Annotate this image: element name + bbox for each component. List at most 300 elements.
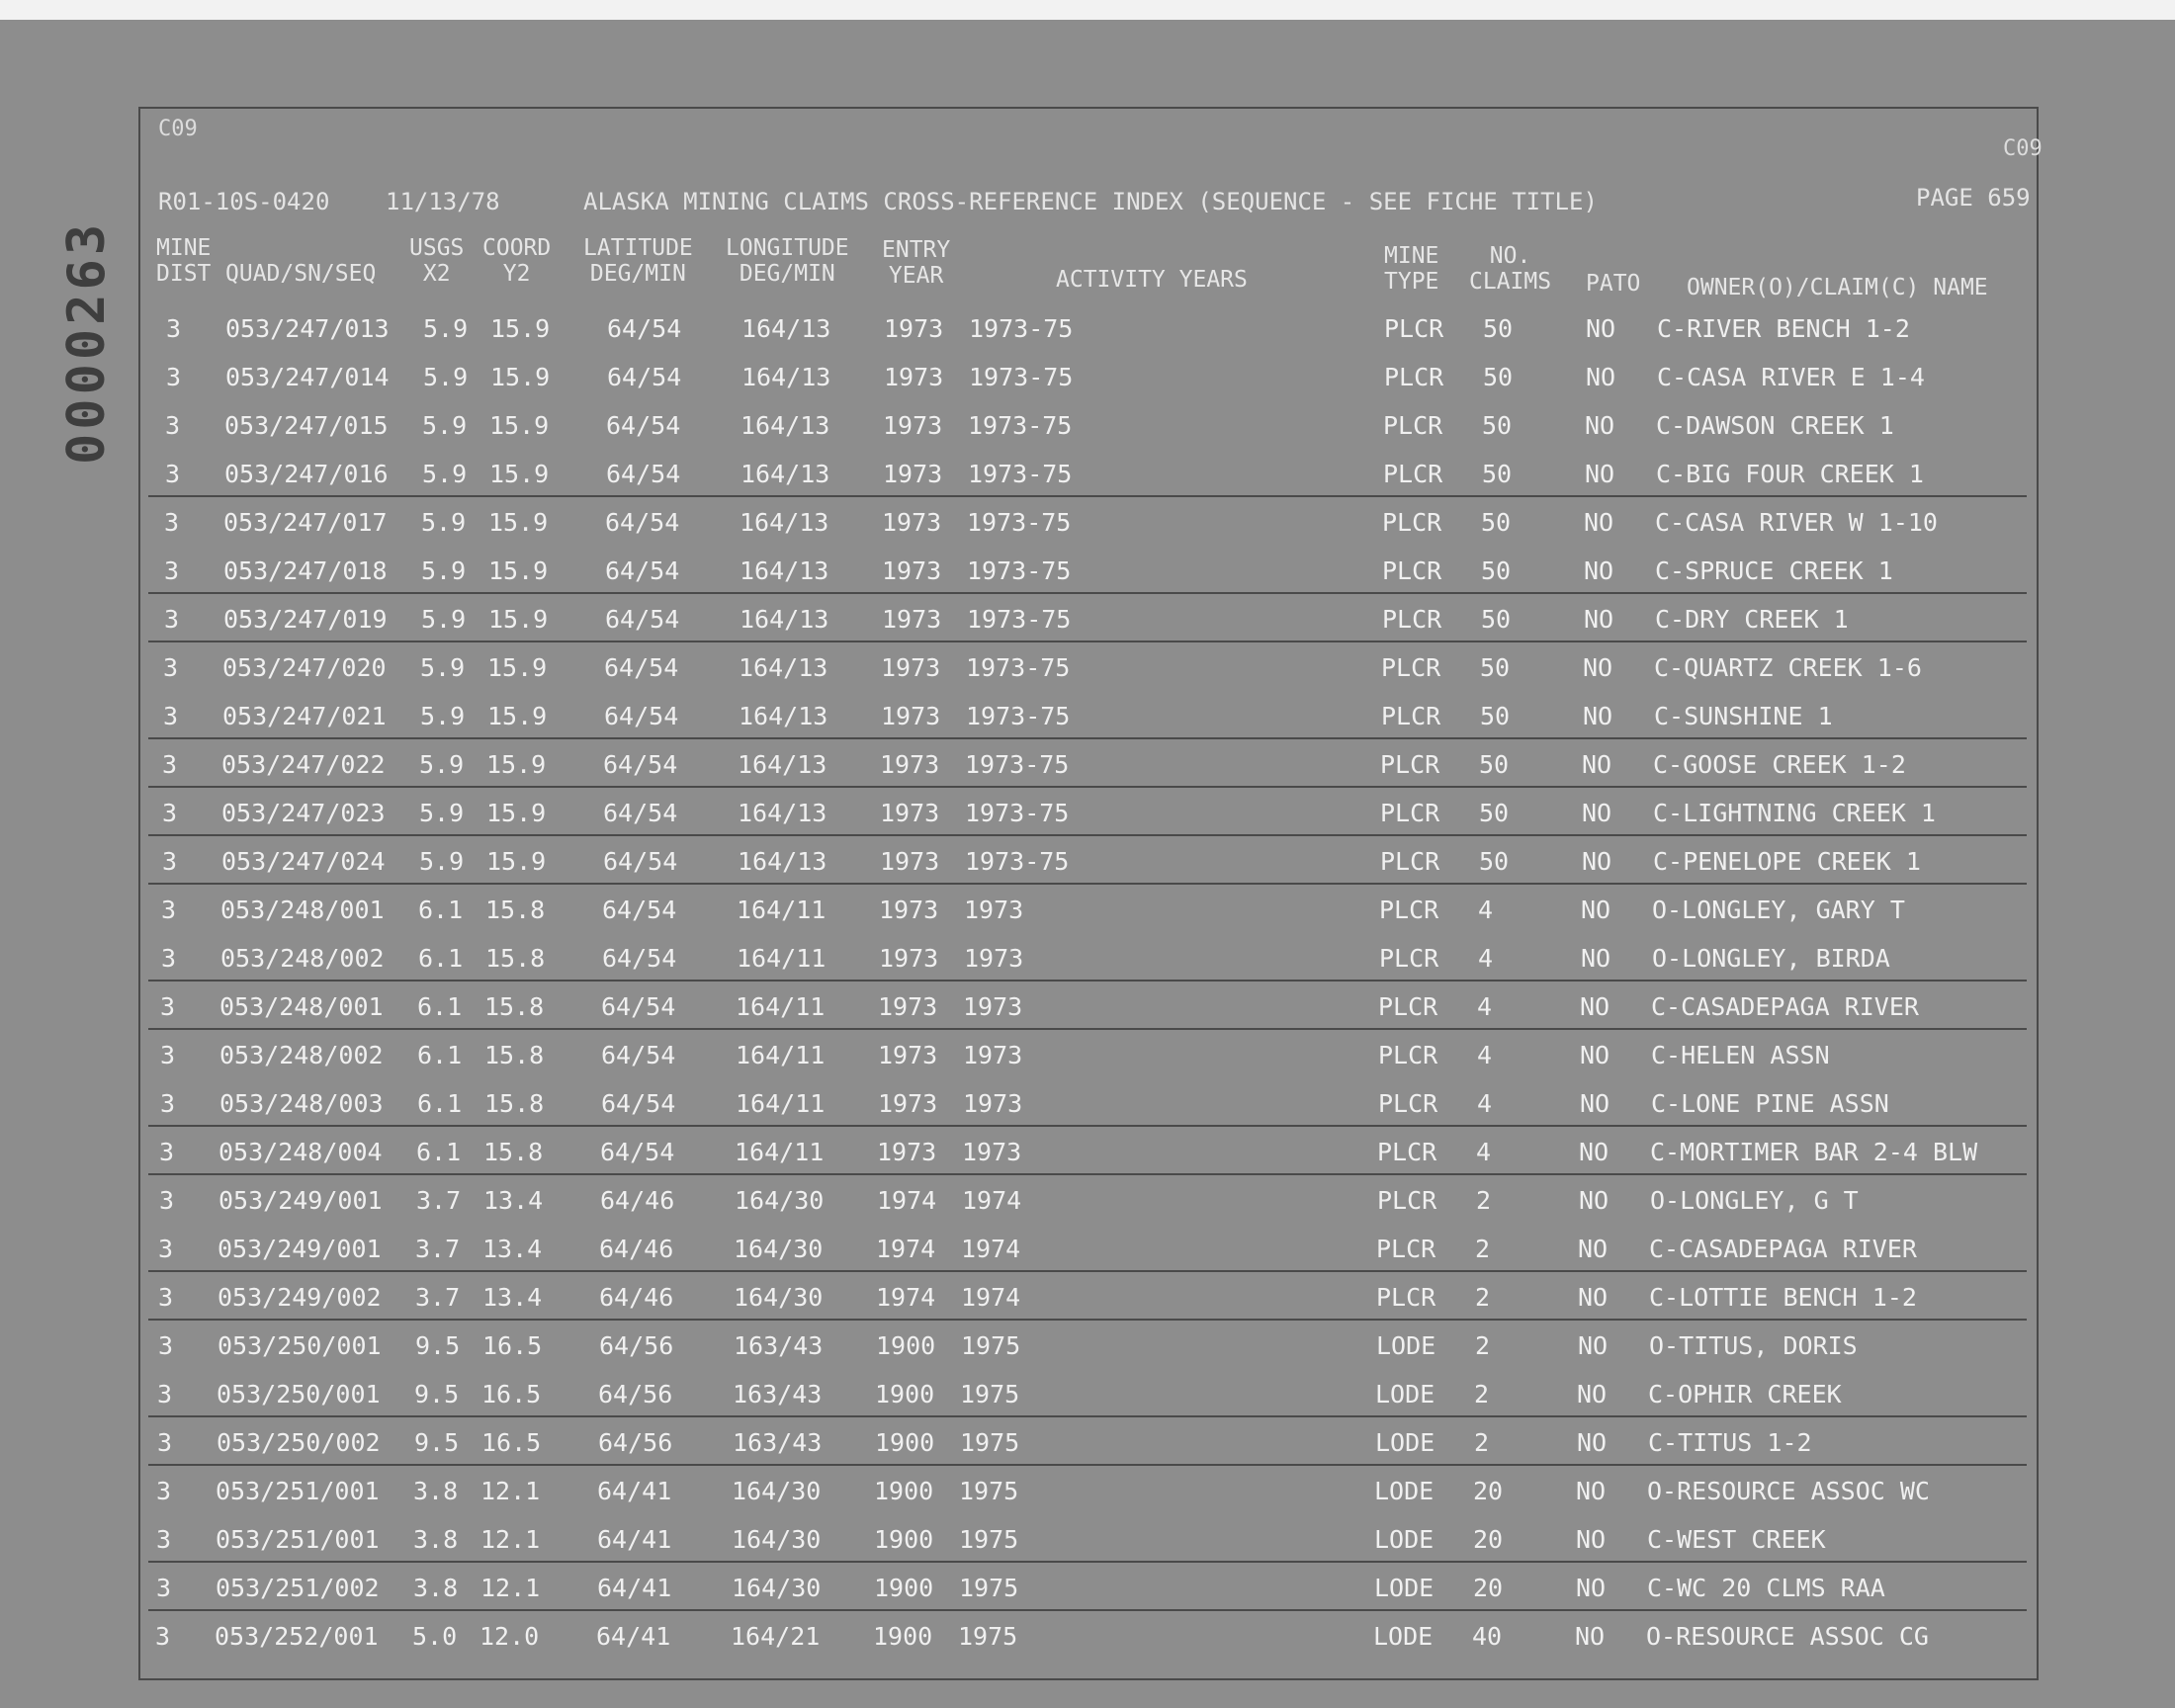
cell-mine-type: PLCR bbox=[1376, 1283, 1436, 1312]
cell-mine-type: LODE bbox=[1373, 1622, 1434, 1651]
cell-owner-claim-name: C-BIG FOUR CREEK 1 bbox=[1656, 460, 1924, 488]
cell-owner-claim-name: C-LONE PINE ASSN bbox=[1651, 1089, 1889, 1118]
cell-pato: NO bbox=[1579, 1138, 1610, 1166]
cell-usgs-x2: 5.9 bbox=[421, 605, 467, 634]
table-row bbox=[0, 500, 2175, 549]
cell-activity-years: 1974 bbox=[961, 1235, 1021, 1263]
cell-longitude: 164/30 bbox=[734, 1235, 824, 1263]
col-mine-dist: MINE DIST bbox=[156, 235, 212, 287]
cell-quad: 053/251/002 bbox=[216, 1574, 380, 1602]
table-row bbox=[0, 694, 2175, 742]
table-row bbox=[0, 645, 2175, 694]
cell-entry-year: 1973 bbox=[877, 1138, 937, 1166]
cell-activity-years: 1973-75 bbox=[966, 702, 1071, 730]
cell-coord-y2: 12.0 bbox=[479, 1622, 540, 1651]
cell-longitude: 164/11 bbox=[737, 896, 826, 924]
cell-mine-dist: 3 bbox=[164, 605, 180, 634]
cell-longitude: 164/13 bbox=[740, 460, 830, 488]
table-row bbox=[0, 1033, 2175, 1081]
cell-mine-dist: 3 bbox=[161, 896, 177, 924]
cell-owner-claim-name: C-WEST CREEK bbox=[1647, 1525, 1826, 1554]
cell-longitude: 163/43 bbox=[733, 1380, 823, 1409]
cell-coord-y2: 13.4 bbox=[482, 1283, 543, 1312]
cell-no-claims: 4 bbox=[1477, 992, 1493, 1021]
cell-activity-years: 1973-75 bbox=[969, 363, 1074, 391]
cell-entry-year: 1973 bbox=[884, 314, 944, 343]
cell-quad: 053/247/014 bbox=[225, 363, 390, 391]
cell-longitude: 164/13 bbox=[738, 847, 827, 876]
cell-activity-years: 1974 bbox=[962, 1186, 1022, 1215]
cell-entry-year: 1974 bbox=[876, 1283, 936, 1312]
cell-mine-type: PLCR bbox=[1384, 314, 1444, 343]
cell-coord-y2: 15.8 bbox=[485, 896, 546, 924]
cell-pato: NO bbox=[1586, 314, 1616, 343]
cell-activity-years: 1975 bbox=[961, 1331, 1021, 1360]
cell-pato: NO bbox=[1576, 1477, 1607, 1505]
cell-mine-dist: 3 bbox=[163, 702, 179, 730]
cell-longitude: 164/30 bbox=[732, 1477, 822, 1505]
table-row bbox=[0, 791, 2175, 839]
table-row bbox=[0, 1081, 2175, 1130]
cell-mine-dist: 3 bbox=[158, 1283, 174, 1312]
cell-longitude: 164/13 bbox=[741, 314, 831, 343]
cell-pato: NO bbox=[1586, 363, 1616, 391]
cell-mine-dist: 3 bbox=[160, 1089, 176, 1118]
cell-entry-year: 1973 bbox=[882, 508, 942, 537]
cell-activity-years: 1973-75 bbox=[968, 460, 1073, 488]
cell-quad: 053/247/016 bbox=[224, 460, 389, 488]
cell-pato: NO bbox=[1580, 992, 1610, 1021]
table-row bbox=[0, 452, 2175, 500]
cell-activity-years: 1973-75 bbox=[965, 847, 1070, 876]
cell-mine-dist: 3 bbox=[165, 460, 181, 488]
cell-pato: NO bbox=[1585, 460, 1615, 488]
cell-owner-claim-name: C-RIVER BENCH 1-2 bbox=[1657, 314, 1910, 343]
cell-usgs-x2: 9.5 bbox=[414, 1428, 460, 1457]
cell-usgs-x2: 5.0 bbox=[412, 1622, 458, 1651]
cell-coord-y2: 16.5 bbox=[481, 1380, 542, 1409]
col-latitude: LATITUDE DEG/MIN bbox=[583, 235, 693, 287]
cell-latitude: 64/56 bbox=[598, 1380, 673, 1409]
cell-entry-year: 1974 bbox=[876, 1235, 936, 1263]
cell-longitude: 164/13 bbox=[740, 556, 829, 585]
cell-pato: NO bbox=[1581, 944, 1611, 973]
cell-no-claims: 2 bbox=[1475, 1283, 1491, 1312]
cell-no-claims: 2 bbox=[1475, 1331, 1491, 1360]
cell-owner-claim-name: C-QUARTZ CREEK 1-6 bbox=[1654, 653, 1922, 682]
cell-coord-y2: 13.4 bbox=[483, 1186, 544, 1215]
cell-no-claims: 50 bbox=[1479, 799, 1510, 827]
cell-coord-y2: 15.9 bbox=[486, 750, 547, 779]
cell-longitude: 164/13 bbox=[739, 702, 828, 730]
cell-entry-year: 1973 bbox=[883, 411, 943, 440]
cell-latitude: 64/54 bbox=[604, 653, 679, 682]
cell-mine-dist: 3 bbox=[159, 1138, 175, 1166]
cell-mine-dist: 3 bbox=[156, 1477, 172, 1505]
cell-entry-year: 1973 bbox=[878, 1041, 938, 1069]
cell-no-claims: 4 bbox=[1478, 944, 1494, 973]
cell-mine-type: PLCR bbox=[1381, 653, 1441, 682]
cell-latitude: 64/54 bbox=[605, 605, 680, 634]
cell-pato: NO bbox=[1580, 1041, 1610, 1069]
cell-entry-year: 1900 bbox=[876, 1331, 936, 1360]
cell-entry-year: 1973 bbox=[881, 702, 941, 730]
cell-quad: 053/250/001 bbox=[218, 1331, 382, 1360]
cell-usgs-x2: 6.1 bbox=[417, 1089, 463, 1118]
cell-entry-year: 1973 bbox=[882, 605, 942, 634]
cell-owner-claim-name: C-PENELOPE CREEK 1 bbox=[1653, 847, 1921, 876]
cell-latitude: 64/54 bbox=[600, 1138, 675, 1166]
cell-owner-claim-name: O-LONGLEY, G T bbox=[1650, 1186, 1859, 1215]
cell-pato: NO bbox=[1582, 750, 1612, 779]
table-row bbox=[0, 403, 2175, 452]
cell-pato: NO bbox=[1582, 847, 1612, 876]
cell-longitude: 164/13 bbox=[740, 411, 830, 440]
cell-quad: 053/247/020 bbox=[222, 653, 387, 682]
cell-coord-y2: 15.9 bbox=[489, 411, 550, 440]
cell-quad: 053/248/002 bbox=[220, 944, 385, 973]
cell-pato: NO bbox=[1580, 1089, 1610, 1118]
cell-longitude: 164/13 bbox=[739, 653, 828, 682]
cell-coord-y2: 15.9 bbox=[490, 363, 551, 391]
cell-pato: NO bbox=[1579, 1186, 1610, 1215]
cell-mine-dist: 3 bbox=[156, 1525, 172, 1554]
cell-pato: NO bbox=[1584, 556, 1614, 585]
cell-coord-y2: 15.9 bbox=[488, 508, 549, 537]
cell-coord-y2: 15.9 bbox=[488, 605, 549, 634]
cell-pato: NO bbox=[1578, 1283, 1609, 1312]
cell-entry-year: 1973 bbox=[878, 992, 938, 1021]
cell-entry-year: 1973 bbox=[880, 847, 940, 876]
cell-usgs-x2: 3.7 bbox=[415, 1235, 461, 1263]
cell-entry-year: 1973 bbox=[883, 460, 943, 488]
cell-longitude: 164/11 bbox=[736, 992, 826, 1021]
cell-pato: NO bbox=[1583, 653, 1613, 682]
cell-mine-type: LODE bbox=[1375, 1380, 1436, 1409]
cell-mine-dist: 3 bbox=[158, 1235, 174, 1263]
cell-activity-years: 1973-75 bbox=[967, 605, 1072, 634]
cell-usgs-x2: 9.5 bbox=[414, 1380, 460, 1409]
cell-activity-years: 1974 bbox=[961, 1283, 1021, 1312]
cell-latitude: 64/54 bbox=[603, 847, 678, 876]
cell-entry-year: 1900 bbox=[874, 1477, 934, 1505]
page-number: PAGE 659 bbox=[1916, 184, 2031, 212]
cell-latitude: 64/46 bbox=[599, 1283, 674, 1312]
cell-mine-type: LODE bbox=[1375, 1428, 1436, 1457]
cell-no-claims: 2 bbox=[1475, 1235, 1491, 1263]
cell-owner-claim-name: C-WC 20 CLMS RAA bbox=[1647, 1574, 1885, 1602]
cell-activity-years: 1973 bbox=[963, 1089, 1023, 1118]
table-row bbox=[0, 1130, 2175, 1178]
cell-mine-dist: 3 bbox=[155, 1622, 171, 1651]
cell-quad: 053/248/004 bbox=[218, 1138, 383, 1166]
col-usgs-x2: USGS X2 bbox=[409, 235, 465, 287]
cell-mine-dist: 3 bbox=[159, 1186, 175, 1215]
table-row bbox=[0, 355, 2175, 403]
cell-mine-type: PLCR bbox=[1377, 1186, 1437, 1215]
cell-usgs-x2: 5.9 bbox=[420, 653, 466, 682]
cell-quad: 053/247/015 bbox=[224, 411, 389, 440]
col-entry-year: ENTRY YEAR bbox=[882, 237, 951, 289]
table-row bbox=[0, 1614, 2175, 1663]
cell-quad: 053/250/001 bbox=[217, 1380, 381, 1409]
cell-latitude: 64/46 bbox=[599, 1235, 674, 1263]
cell-coord-y2: 15.8 bbox=[485, 944, 546, 973]
cell-quad: 053/247/021 bbox=[222, 702, 387, 730]
table-row bbox=[0, 1469, 2175, 1517]
cell-mine-type: PLCR bbox=[1379, 944, 1439, 973]
cell-quad: 053/250/002 bbox=[217, 1428, 381, 1457]
cell-owner-claim-name: C-CASADEPAGA RIVER bbox=[1649, 1235, 1917, 1263]
cell-mine-type: PLCR bbox=[1381, 702, 1441, 730]
cell-longitude: 163/43 bbox=[733, 1428, 823, 1457]
table-row bbox=[0, 1227, 2175, 1275]
cell-latitude: 64/56 bbox=[598, 1428, 673, 1457]
cell-longitude: 164/30 bbox=[732, 1574, 822, 1602]
cell-mine-type: PLCR bbox=[1380, 847, 1440, 876]
cell-entry-year: 1973 bbox=[878, 1089, 938, 1118]
cell-owner-claim-name: C-CASA RIVER E 1-4 bbox=[1657, 363, 1925, 391]
report-date: 11/13/78 bbox=[386, 188, 500, 215]
cell-coord-y2: 15.8 bbox=[484, 1089, 545, 1118]
col-no-claims: NO. CLAIMS bbox=[1469, 243, 1552, 295]
cell-mine-dist: 3 bbox=[156, 1574, 172, 1602]
cell-longitude: 163/43 bbox=[734, 1331, 824, 1360]
cell-longitude: 164/11 bbox=[736, 1089, 826, 1118]
cell-no-claims: 50 bbox=[1479, 847, 1510, 876]
cell-mine-type: PLCR bbox=[1378, 1089, 1438, 1118]
cell-no-claims: 50 bbox=[1481, 605, 1512, 634]
cell-longitude: 164/11 bbox=[736, 1041, 826, 1069]
cell-longitude: 164/11 bbox=[735, 1138, 825, 1166]
cell-longitude: 164/30 bbox=[734, 1283, 824, 1312]
cell-usgs-x2: 3.7 bbox=[416, 1186, 462, 1215]
cell-pato: NO bbox=[1582, 799, 1612, 827]
cell-coord-y2: 15.9 bbox=[486, 847, 547, 876]
cell-quad: 053/247/023 bbox=[221, 799, 386, 827]
cell-activity-years: 1975 bbox=[959, 1525, 1019, 1554]
cell-owner-claim-name: C-DRY CREEK 1 bbox=[1655, 605, 1849, 634]
cell-activity-years: 1973-75 bbox=[965, 750, 1070, 779]
cell-no-claims: 2 bbox=[1476, 1186, 1492, 1215]
cell-activity-years: 1975 bbox=[959, 1574, 1019, 1602]
cell-pato: NO bbox=[1581, 896, 1611, 924]
cell-latitude: 64/41 bbox=[597, 1477, 672, 1505]
col-activity-years: ACTIVITY YEARS bbox=[1056, 267, 1248, 293]
cell-activity-years: 1973-75 bbox=[967, 556, 1072, 585]
cell-mine-dist: 3 bbox=[161, 944, 177, 973]
cell-mine-type: LODE bbox=[1376, 1331, 1436, 1360]
cell-latitude: 64/54 bbox=[601, 1089, 676, 1118]
cell-entry-year: 1974 bbox=[877, 1186, 937, 1215]
cell-pato: NO bbox=[1578, 1331, 1609, 1360]
fiche-stamp-number: 0000263 bbox=[57, 219, 117, 465]
cell-quad: 053/247/022 bbox=[221, 750, 386, 779]
cell-longitude: 164/13 bbox=[738, 799, 827, 827]
cell-owner-claim-name: C-TITUS 1-2 bbox=[1648, 1428, 1812, 1457]
cell-usgs-x2: 3.7 bbox=[415, 1283, 461, 1312]
cell-coord-y2: 15.9 bbox=[489, 460, 550, 488]
cell-usgs-x2: 5.9 bbox=[419, 847, 465, 876]
cell-owner-claim-name: C-HELEN ASSN bbox=[1651, 1041, 1830, 1069]
cell-owner-claim-name: O-LONGLEY, GARY T bbox=[1652, 896, 1905, 924]
cell-usgs-x2: 6.1 bbox=[418, 944, 464, 973]
cell-latitude: 64/54 bbox=[605, 508, 680, 537]
col-pato: PATO bbox=[1586, 271, 1641, 297]
cell-latitude: 64/54 bbox=[607, 363, 682, 391]
cell-owner-claim-name: O-RESOURCE ASSOC WC bbox=[1647, 1477, 1930, 1505]
cell-no-claims: 2 bbox=[1474, 1428, 1490, 1457]
cell-coord-y2: 15.8 bbox=[484, 1041, 545, 1069]
cell-usgs-x2: 9.5 bbox=[415, 1331, 461, 1360]
cell-usgs-x2: 3.8 bbox=[413, 1525, 459, 1554]
cell-usgs-x2: 5.9 bbox=[423, 314, 469, 343]
table-row bbox=[0, 936, 2175, 984]
cell-no-claims: 4 bbox=[1478, 896, 1494, 924]
table-row bbox=[0, 1566, 2175, 1614]
cell-usgs-x2: 5.9 bbox=[420, 702, 466, 730]
cell-latitude: 64/54 bbox=[602, 944, 677, 973]
cell-latitude: 64/54 bbox=[603, 750, 678, 779]
cell-owner-claim-name: C-CASA RIVER W 1-10 bbox=[1655, 508, 1938, 537]
cell-pato: NO bbox=[1584, 508, 1614, 537]
cell-owner-claim-name: C-GOOSE CREEK 1-2 bbox=[1653, 750, 1906, 779]
cell-coord-y2: 16.5 bbox=[482, 1331, 543, 1360]
cell-mine-dist: 3 bbox=[164, 508, 180, 537]
cell-quad: 053/247/018 bbox=[223, 556, 388, 585]
cell-mine-type: PLCR bbox=[1378, 992, 1438, 1021]
cell-owner-claim-name: C-DAWSON CREEK 1 bbox=[1656, 411, 1894, 440]
cell-activity-years: 1973 bbox=[964, 944, 1024, 973]
cell-no-claims: 4 bbox=[1477, 1041, 1493, 1069]
cell-usgs-x2: 6.1 bbox=[418, 896, 464, 924]
cell-usgs-x2: 3.8 bbox=[413, 1574, 459, 1602]
cell-usgs-x2: 5.9 bbox=[422, 411, 468, 440]
cell-activity-years: 1973 bbox=[963, 1041, 1023, 1069]
cell-usgs-x2: 3.8 bbox=[413, 1477, 459, 1505]
cell-owner-claim-name: C-SUNSHINE 1 bbox=[1654, 702, 1833, 730]
cell-usgs-x2: 5.9 bbox=[422, 460, 468, 488]
cell-no-claims: 20 bbox=[1473, 1477, 1504, 1505]
cell-quad: 053/252/001 bbox=[215, 1622, 379, 1651]
cell-mine-dist: 3 bbox=[162, 750, 178, 779]
cell-mine-dist: 3 bbox=[162, 847, 178, 876]
cell-entry-year: 1900 bbox=[875, 1380, 935, 1409]
cell-latitude: 64/54 bbox=[601, 992, 676, 1021]
cell-activity-years: 1975 bbox=[959, 1477, 1019, 1505]
cell-longitude: 164/13 bbox=[740, 508, 829, 537]
cell-activity-years: 1973 bbox=[962, 1138, 1022, 1166]
cell-quad: 053/248/003 bbox=[219, 1089, 384, 1118]
cell-longitude: 164/21 bbox=[731, 1622, 821, 1651]
cell-mine-dist: 3 bbox=[157, 1380, 173, 1409]
cell-owner-claim-name: C-LOTTIE BENCH 1-2 bbox=[1649, 1283, 1917, 1312]
cell-no-claims: 50 bbox=[1479, 750, 1510, 779]
cell-latitude: 64/54 bbox=[605, 556, 680, 585]
cell-latitude: 64/41 bbox=[597, 1574, 672, 1602]
cell-coord-y2: 15.9 bbox=[488, 556, 549, 585]
cell-activity-years: 1975 bbox=[960, 1428, 1020, 1457]
cell-entry-year: 1900 bbox=[875, 1428, 935, 1457]
cell-entry-year: 1900 bbox=[874, 1525, 934, 1554]
cell-coord-y2: 15.9 bbox=[486, 799, 547, 827]
cell-coord-y2: 12.1 bbox=[480, 1574, 541, 1602]
table-row bbox=[0, 306, 2175, 355]
cell-mine-dist: 3 bbox=[163, 653, 179, 682]
cell-quad: 053/249/001 bbox=[218, 1235, 382, 1263]
table-row bbox=[0, 839, 2175, 888]
report-title: ALASKA MINING CLAIMS CROSS-REFERENCE INDEX (SEQUENCE - SEE FICHE TITLE) bbox=[583, 188, 1598, 215]
cell-coord-y2: 15.8 bbox=[484, 992, 545, 1021]
table-row bbox=[0, 597, 2175, 645]
cell-usgs-x2: 5.9 bbox=[419, 799, 465, 827]
cell-pato: NO bbox=[1577, 1380, 1608, 1409]
cell-mine-type: PLCR bbox=[1376, 1235, 1436, 1263]
scan-top-margin bbox=[0, 0, 2175, 20]
cell-latitude: 64/54 bbox=[603, 799, 678, 827]
cell-usgs-x2: 6.1 bbox=[417, 1041, 463, 1069]
cell-mine-dist: 3 bbox=[166, 363, 182, 391]
cell-quad: 053/247/024 bbox=[221, 847, 386, 876]
cell-coord-y2: 15.8 bbox=[483, 1138, 544, 1166]
cell-longitude: 164/13 bbox=[741, 363, 831, 391]
cell-pato: NO bbox=[1584, 605, 1614, 634]
cell-longitude: 164/30 bbox=[732, 1525, 822, 1554]
table-row bbox=[0, 888, 2175, 936]
cell-owner-claim-name: O-RESOURCE ASSOC CG bbox=[1646, 1622, 1929, 1651]
cell-mine-dist: 3 bbox=[162, 799, 178, 827]
cell-no-claims: 20 bbox=[1473, 1574, 1504, 1602]
cell-no-claims: 4 bbox=[1476, 1138, 1492, 1166]
cell-usgs-x2: 5.9 bbox=[421, 556, 467, 585]
table-row bbox=[0, 984, 2175, 1033]
cell-no-claims: 50 bbox=[1483, 363, 1514, 391]
cell-owner-claim-name: O-LONGLEY, BIRDA bbox=[1652, 944, 1890, 973]
cell-owner-claim-name: C-MORTIMER BAR 2-4 BLW bbox=[1650, 1138, 1978, 1166]
cell-entry-year: 1900 bbox=[873, 1622, 933, 1651]
cell-owner-claim-name: O-TITUS, DORIS bbox=[1649, 1331, 1858, 1360]
cell-coord-y2: 15.9 bbox=[490, 314, 551, 343]
cell-mine-type: PLCR bbox=[1383, 460, 1443, 488]
cell-no-claims: 50 bbox=[1483, 314, 1514, 343]
cell-pato: NO bbox=[1577, 1428, 1608, 1457]
cell-owner-claim-name: C-SPRUCE CREEK 1 bbox=[1655, 556, 1893, 585]
cell-latitude: 64/54 bbox=[601, 1041, 676, 1069]
cell-latitude: 64/54 bbox=[607, 314, 682, 343]
cell-entry-year: 1973 bbox=[884, 363, 944, 391]
cell-no-claims: 50 bbox=[1482, 411, 1513, 440]
cell-pato: NO bbox=[1583, 702, 1613, 730]
cell-longitude: 164/11 bbox=[737, 944, 826, 973]
table-row bbox=[0, 1372, 2175, 1420]
cell-owner-claim-name: C-CASADEPAGA RIVER bbox=[1651, 992, 1919, 1021]
table-row bbox=[0, 742, 2175, 791]
cell-entry-year: 1973 bbox=[879, 896, 939, 924]
cell-entry-year: 1973 bbox=[880, 750, 940, 779]
cell-latitude: 64/54 bbox=[602, 896, 677, 924]
table-row bbox=[0, 1324, 2175, 1372]
cell-activity-years: 1973 bbox=[964, 896, 1024, 924]
cell-activity-years: 1973-75 bbox=[967, 508, 1072, 537]
report-id: R01-10S-0420 bbox=[158, 188, 330, 215]
cell-entry-year: 1900 bbox=[874, 1574, 934, 1602]
cell-mine-type: PLCR bbox=[1378, 1041, 1438, 1069]
cell-quad: 053/247/013 bbox=[225, 314, 390, 343]
col-longitude: LONGITUDE DEG/MIN bbox=[726, 235, 849, 287]
cell-mine-dist: 3 bbox=[160, 992, 176, 1021]
cell-pato: NO bbox=[1575, 1622, 1606, 1651]
cell-no-claims: 50 bbox=[1481, 508, 1512, 537]
